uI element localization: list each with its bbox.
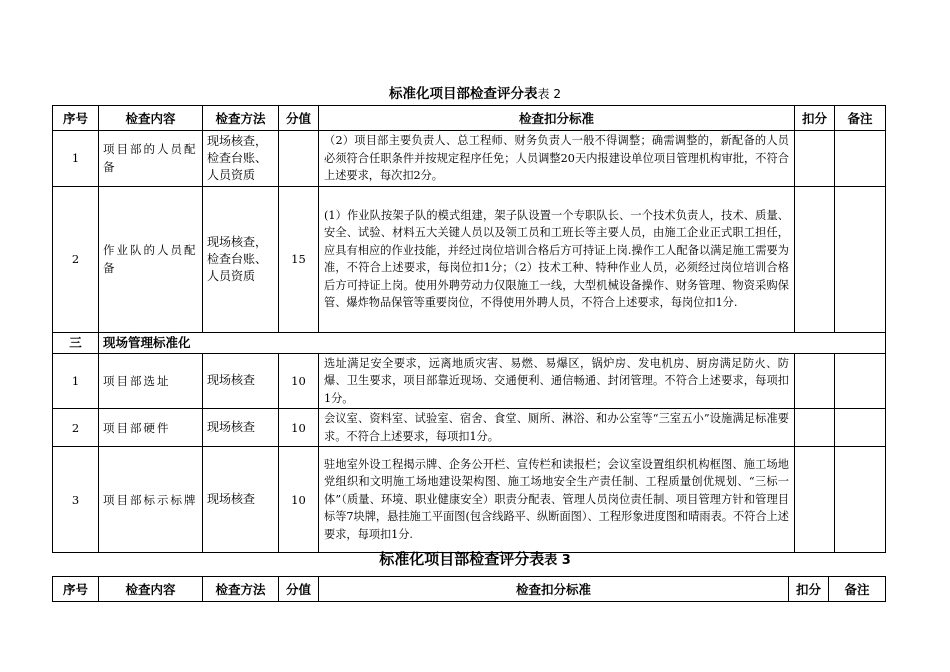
section-row: [53, 332, 886, 353]
row-method: 现场核查，检查台账、人员资质: [203, 186, 279, 332]
header-no: 序号: [53, 106, 99, 131]
header-method: 检查方法: [203, 106, 279, 131]
table-row: [53, 186, 886, 332]
row-no: 2: [53, 186, 99, 332]
header-remarks: 备注: [835, 106, 886, 131]
section-label: 现场管理标准化: [99, 332, 886, 353]
row-deduction: [795, 131, 835, 187]
row-no: 3: [53, 447, 99, 553]
table-row: [53, 409, 886, 447]
row-remarks: [835, 409, 886, 447]
row-standard: 会议室、资料室、试验室、宿舍、食堂、厕所、淋浴、和办公室等“三室五小”设施满足标准要求。不符合上述要求，每项扣1分。: [319, 409, 795, 447]
row-deduction: [795, 186, 835, 332]
row-content: 项目部选址: [99, 353, 203, 409]
row-method: 现场核查，检查台账、人员资质: [203, 131, 279, 187]
header-standard: 检查扣分标准: [319, 577, 789, 602]
row-standard: (1）作业队按架子队的模式组建，架子队设置一个专职队长、一个技术负责人，技术、质量、安全、试验、材料五大关键人员以及领工员和工班长等主要人员，由施工企业正式职工担任，应具有相应的作业技能，并经过岗位培训合格后方可持证上岗.操作工人配备以满足施工需要为准，不符合上述要求，每岗位扣1分；（2）技术工种、特种作业人员，必须经过岗位培训合格后方可持证上岗。使用外聘劳动力仅限施工一线，大型机械设备操作、财务管理、物资采购保管、爆炸物品保管等重要岗位，不得使用外聘人员，不符合上述要求，每岗位扣1分.: [319, 186, 795, 332]
table-row: [53, 131, 886, 187]
row-remarks: [835, 353, 886, 409]
row-score: [279, 131, 319, 187]
row-content: 项目部标示标牌: [99, 447, 203, 553]
row-no: 1: [53, 353, 99, 409]
table-header-row: [53, 106, 886, 131]
row-content: 项目部的人员配备: [99, 131, 203, 187]
row-method: 现场核查: [203, 409, 279, 447]
table-row: [53, 447, 886, 553]
score-table-3: [52, 576, 886, 602]
table-header-row: [53, 577, 886, 602]
header-score: 分值: [279, 577, 319, 602]
table-row: [53, 353, 886, 409]
header-content: 检查内容: [99, 577, 203, 602]
row-remarks: [835, 131, 886, 187]
section-no: 三: [53, 332, 99, 353]
header-deduction: 扣分: [795, 106, 835, 131]
row-score: 15: [279, 186, 319, 332]
row-remarks: [835, 447, 886, 553]
header-no: 序号: [53, 577, 99, 602]
table3-title: 标准化项目部检查评分表表 3: [379, 550, 571, 568]
row-standard: （2）项目部主要负责人、总工程师、财务负责人一般不得调整；确需调整的，新配备的人员必须符合任职条件并按规定程序任免；人员调整20天内报建设单位项目管理机构审批，不符合上述要求，每次扣2分。: [319, 131, 795, 187]
row-deduction: [795, 409, 835, 447]
row-method: 现场核查: [203, 353, 279, 409]
row-standard: 选址满足安全要求，远离地质灾害、易燃、易爆区，锅炉房、发电机房、厨房满足防火、防爆、卫生要求，项目部靠近现场、交通便利、通信畅通、封闭管理。不符合上述要求，每项扣1分。: [319, 353, 795, 409]
row-score: 10: [279, 353, 319, 409]
header-method: 检查方法: [203, 577, 279, 602]
row-no: 2: [53, 409, 99, 447]
row-content: 作业队的人员配备: [99, 186, 203, 332]
row-no: 1: [53, 131, 99, 187]
header-standard: 检查扣分标准: [319, 106, 795, 131]
header-remarks: 备注: [829, 577, 886, 602]
row-standard: 驻地室外设工程揭示牌、企务公开栏、宣传栏和读报栏；会议室设置组织机构框图、施工场地党组织和文明施工场地建设架构图、施工场地安全生产责任制、工程质量创优规划、“三标一体”（质量、环境、职业健康安全）职责分配表、管理人员岗位责任制、项目管理方针和管理目标等7块牌，悬挂施工平面图(包含线路平、纵断面图）、工程形象进度图和晴雨表。不符合上述要求，每项扣1分.: [319, 447, 795, 553]
row-score: 10: [279, 447, 319, 553]
row-deduction: [795, 353, 835, 409]
row-content: 项目部硬件: [99, 409, 203, 447]
row-deduction: [795, 447, 835, 553]
header-content: 检查内容: [99, 106, 203, 131]
row-score: 10: [279, 409, 319, 447]
header-score: 分值: [279, 106, 319, 131]
score-table-2: [52, 105, 886, 553]
table2-title: 标准化项目部检查评分表表 2: [389, 86, 561, 102]
header-deduction: 扣分: [789, 577, 829, 602]
row-method: 现场核查: [203, 447, 279, 553]
row-remarks: [835, 186, 886, 332]
